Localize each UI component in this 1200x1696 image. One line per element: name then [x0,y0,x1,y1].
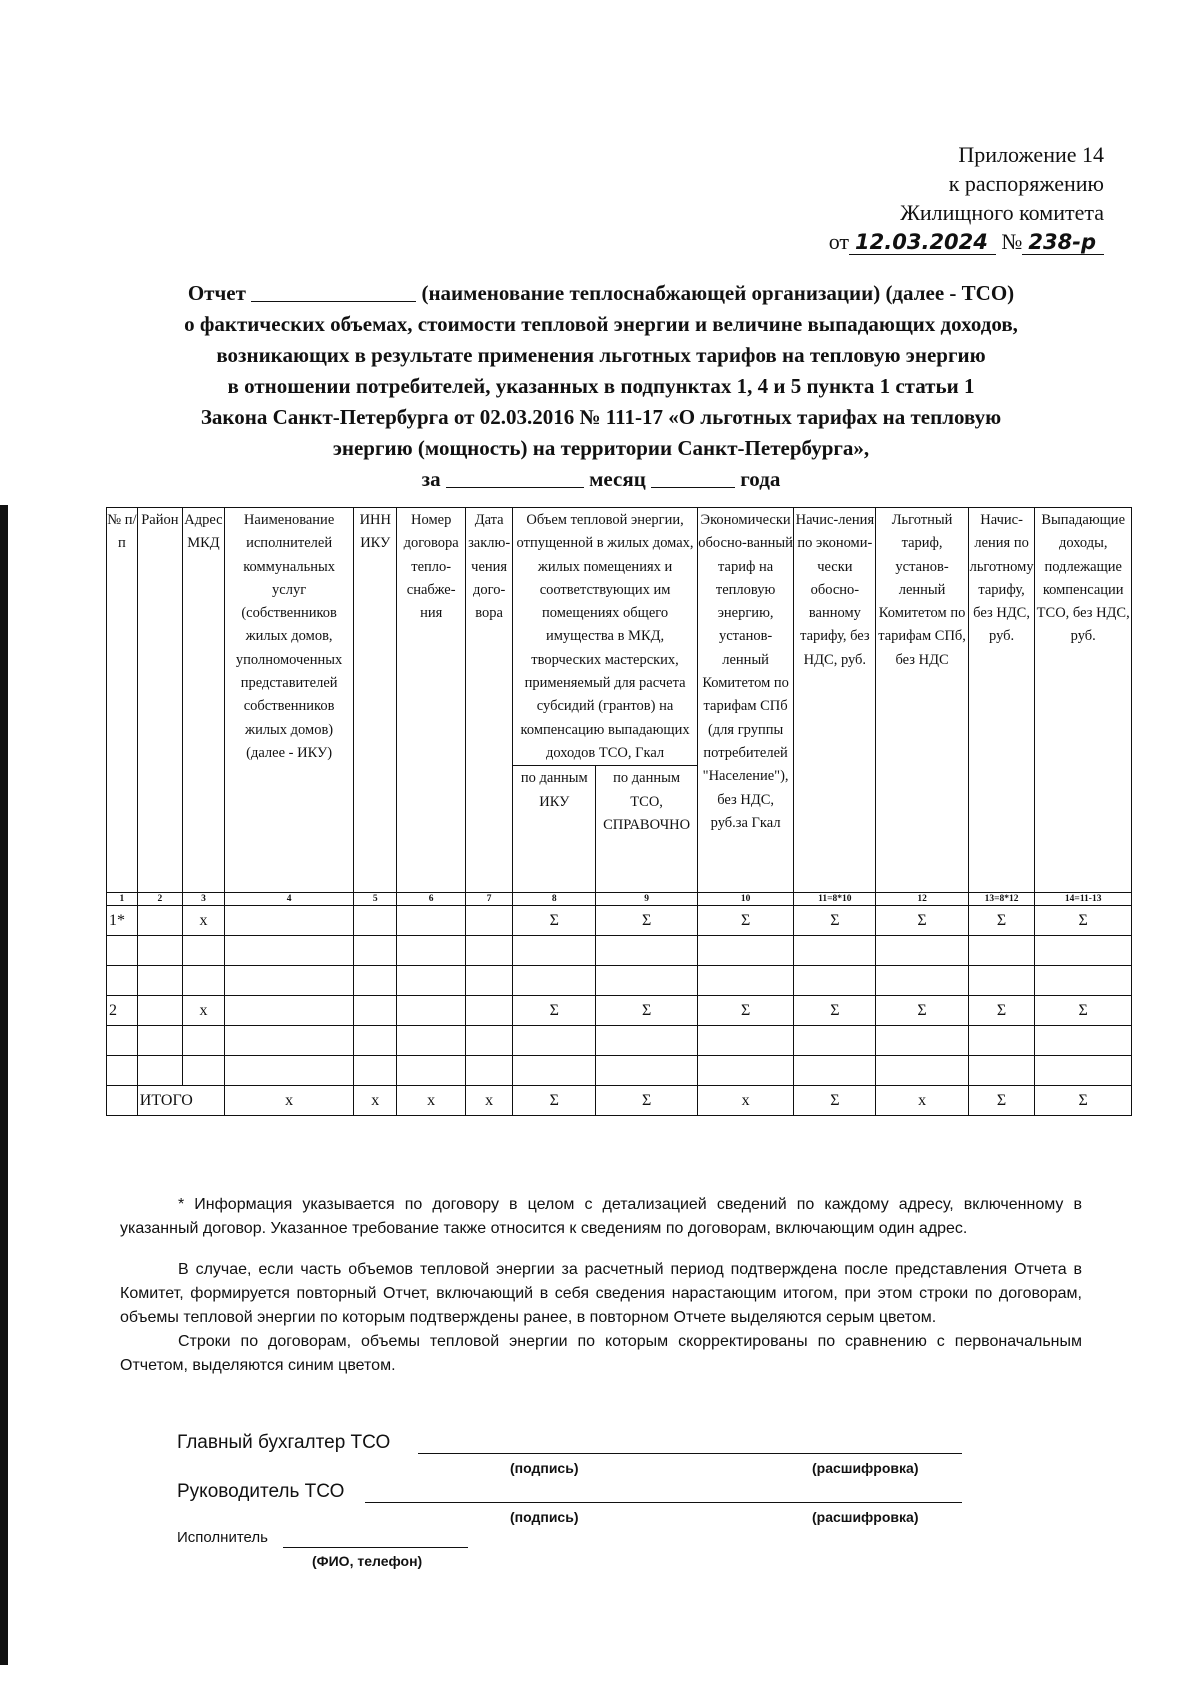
period-year: года [740,467,781,491]
table-cell [137,936,182,966]
table-cell [107,966,138,996]
table-cell [397,906,466,936]
table-cell [354,906,397,936]
table-cell: Σ [697,906,793,936]
column-number: 13=8*12 [968,893,1035,906]
table-header-row [107,508,1132,766]
column-number: 8 [513,893,596,906]
table-cell [596,1056,698,1086]
header-col-8: по данным ИКУ [513,766,596,893]
table-cell [137,1056,182,1086]
table-row [107,1056,1132,1086]
table-cell [697,936,793,966]
table-cell [1035,966,1132,996]
table-cell [107,1056,138,1086]
table-cell [697,1026,793,1056]
fio-caption: (ФИО, телефон) [312,1553,423,1569]
column-number: 5 [354,893,397,906]
head-line[interactable] [365,1501,962,1503]
table-cell [596,1026,698,1056]
tso-name-blank [251,281,416,302]
table-cell: Σ [1035,906,1132,936]
total-cell: x [697,1086,793,1116]
table-cell [397,996,466,1026]
table-cell [137,966,182,996]
title-line-5: Закона Санкт-Петербурга от 02.03.2016 № 111-17 «О льготных тарифах на тепловую [200,405,1002,429]
table-cell [137,906,182,936]
header-col-8-9: Объем тепловой энергии, отпущенной в жилых домах, жилых помещениях и соответствующих им помещениях общего имущества в МКД, творческих мастерских, применяемый для расчета субсидий (грантов) на компенсацию выпадающих доходов ТСО, Гкал [513,508,698,766]
total-cell: Σ [513,1086,596,1116]
table-cell [354,1056,397,1086]
table-cell [107,1026,138,1056]
table-cell [137,996,182,1026]
appendix-committee: Жилищного комитета [900,200,1104,225]
total-cell: Σ [596,1086,698,1116]
table-cell [397,1026,466,1056]
table-cell [513,1056,596,1086]
signature-caption: (подпись) [510,1509,579,1525]
period-za: за [421,467,441,491]
table-cell [354,996,397,1026]
table-cell [182,1056,224,1086]
column-number: 9 [596,893,698,906]
table-cell [513,966,596,996]
header-col-2: Район [137,508,182,893]
period-blank [446,467,584,488]
total-cell: Σ [1035,1086,1132,1116]
title-period [120,464,1082,495]
column-number: 12 [876,893,968,906]
table-cell [697,966,793,996]
table-cell [794,936,876,966]
year-blank [651,467,735,488]
column-number: 3 [182,893,224,906]
table-cell: 2 [107,996,138,1026]
table-cell: Σ [697,996,793,1026]
table-cell: Σ [513,906,596,936]
header-col-5: ИНН ИКУ [354,508,397,893]
table-row [107,1026,1132,1056]
appendix-date-number [829,227,1104,256]
column-number: 10 [697,893,793,906]
table-cell [182,1026,224,1056]
total-cell [107,1086,138,1116]
table-cell [182,966,224,996]
table-cell [466,906,513,936]
title-line-6: энергию (мощность) на территории Санкт-Петербурга», [332,436,870,460]
table-cell [513,936,596,966]
period-month: месяц [589,467,646,491]
total-cell: x [466,1086,513,1116]
appendix-title: Приложение 14 [958,142,1104,167]
table-cell [1035,1026,1132,1056]
table-cell [968,966,1035,996]
header-col-1: № п/п [107,508,138,893]
table-cell [596,966,698,996]
table-cell: Σ [596,996,698,1026]
column-numbers-row [107,893,1132,906]
header-col-9: по данным ТСО, СПРАВОЧНО [596,766,698,893]
column-number: 6 [397,893,466,906]
table-cell [224,966,353,996]
table-cell: 1* [107,906,138,936]
total-cell: x [354,1086,397,1116]
executor-label: Исполнитель [177,1529,268,1546]
column-number: 1 [107,893,138,906]
table-cell [224,936,353,966]
table-cell [224,1056,353,1086]
table-cell [968,1026,1035,1056]
column-number: 4 [224,893,353,906]
column-number: 11=8*10 [794,893,876,906]
column-number: 2 [137,893,182,906]
appendix-block [829,140,1104,256]
handwritten-date: 12.03.2024 [849,230,996,255]
total-row [107,1086,1132,1116]
table-cell: x [182,996,224,1026]
scan-edge-mark [0,505,8,1665]
table-cell [466,966,513,996]
table-cell [397,966,466,996]
report-title [120,278,1082,495]
table-cell [1035,1056,1132,1086]
table-cell: Σ [513,996,596,1026]
total-cell: Σ [968,1086,1035,1116]
header-col-3: Адрес МКД [182,508,224,893]
header-col-11: Начис-ления по экономи-чески обосно-ванному тарифу, без НДС, руб. [794,508,876,893]
table-row [107,906,1132,936]
title-line-1 [120,278,1082,309]
table-cell [466,1026,513,1056]
chief-accountant-label: Главный бухгалтер ТСО [177,1432,391,1453]
table-cell: Σ [794,996,876,1026]
signature-caption: (подпись) [510,1460,579,1476]
table-cell [354,936,397,966]
table-cell: Σ [1035,996,1132,1026]
table-cell [224,906,353,936]
title-report-word: Отчет [187,281,246,305]
header-col-7: Дата заклю-чения дого-вора [466,508,513,893]
table-cell [794,966,876,996]
table-cell [968,1056,1035,1086]
table-cell [596,936,698,966]
table-cell [397,1056,466,1086]
table-cell [224,1026,353,1056]
column-number: 7 [466,893,513,906]
table-cell [513,1026,596,1056]
head-label: Руководитель ТСО [177,1481,345,1502]
title-line-2: о фактических объемах, стоимости тепловой энергии и величине выпадающих доходов, [184,312,1018,336]
table-cell [876,1056,968,1086]
title-line-3: возникающих в результате применения льготных тарифов на тепловую энергию [216,343,986,367]
table-cell [466,936,513,966]
column-number: 14=11-13 [1035,893,1132,906]
title-line-4: в отношении потребителей, указанных в подпунктах 1, 4 и 5 пункта 1 статьи 1 [227,374,975,398]
table-cell [354,1026,397,1056]
header-col-6: Номер договора тепло-снабже-ния [397,508,466,893]
decoding-caption: (расшифровка) [812,1509,919,1525]
note-corrected-rows: Строки по договорам, объемы тепловой энергии по которым скорректированы по сравнению с первоначальным Отчетом, выделяются синим цветом. [120,1333,1082,1374]
executor-line[interactable] [283,1546,468,1548]
table-row [107,936,1132,966]
table-cell: x [182,906,224,936]
table-cell [1035,936,1132,966]
table-cell [466,996,513,1026]
table-cell [466,1056,513,1086]
total-cell: x [876,1086,968,1116]
table-cell [876,1026,968,1056]
chief-accountant-line[interactable] [418,1452,962,1454]
table-cell [794,1056,876,1086]
appendix-order-ref: к распоряжению [948,171,1104,196]
table-row [107,966,1132,996]
report-table [106,507,1132,1116]
header-col-12: Льготный тариф, установ-ленный Комитетом по тарифам СПб, без НДС [876,508,968,893]
table-cell: Σ [876,906,968,936]
title-tso-caption: (наименование теплоснабжающей организации) (далее - ТСО) [421,281,1015,305]
table-body [107,906,1132,1086]
total-label: ИТОГО [137,1086,224,1116]
table-cell [697,1056,793,1086]
table-cell: Σ [968,906,1035,936]
table-cell [968,936,1035,966]
header-col-10: Экономически обосно-ванный тариф на тепловую энергию, установ-ленный Комитетом по тарифам СПб (для группы потребителей "Население"), без НДС, руб.за Гкал [697,508,793,893]
header-col-4: Наименование исполнителей коммунальных услуг (собственников жилых домов, уполномоченных представителей собственников жилых домов) (далее - ИКУ) [224,508,353,893]
table-cell [224,996,353,1026]
number-label: № [1001,229,1023,254]
table-cell [876,936,968,966]
decoding-caption: (расшифровка) [812,1460,919,1476]
table-cell [397,936,466,966]
table-cell: Σ [968,996,1035,1026]
table-cell [876,966,968,996]
table-cell: Σ [876,996,968,1026]
total-cell: x [224,1086,353,1116]
notes-block [120,1193,1082,1378]
table-cell: Σ [596,906,698,936]
total-cell: x [397,1086,466,1116]
table-cell [137,1026,182,1056]
table-cell [354,966,397,996]
handwritten-number: 238-р [1022,230,1104,255]
table-row [107,996,1132,1026]
table-cell [107,936,138,966]
note-repeat-report: В случае, если часть объемов тепловой энергии за расчетный период подтверждена после представления Отчета в Комитет, формируется повторный Отчет, включающий в себя сведения нарастающим итогом, при этом строки по договорам, объемы тепловой энергии по которым подтверждены ранее, в повторном Отчете выделяются серым цветом. [120,1261,1082,1326]
from-label: от [828,229,850,254]
note-asterisk: * Информация указывается по договору в целом с детализацией сведений по каждому адресу, включенному в указанный договор. Указанное требование также относится к сведениям по договорам, включающим один адрес. [120,1196,1082,1237]
table-cell [182,936,224,966]
total-cell: Σ [794,1086,876,1116]
header-col-14: Выпадающие доходы, подлежащие компенсации ТСО, без НДС, руб. [1035,508,1132,893]
table-cell [794,1026,876,1056]
table-cell: Σ [794,906,876,936]
header-col-13: Начис-ления по льготному тарифу, без НДС, руб. [968,508,1035,893]
